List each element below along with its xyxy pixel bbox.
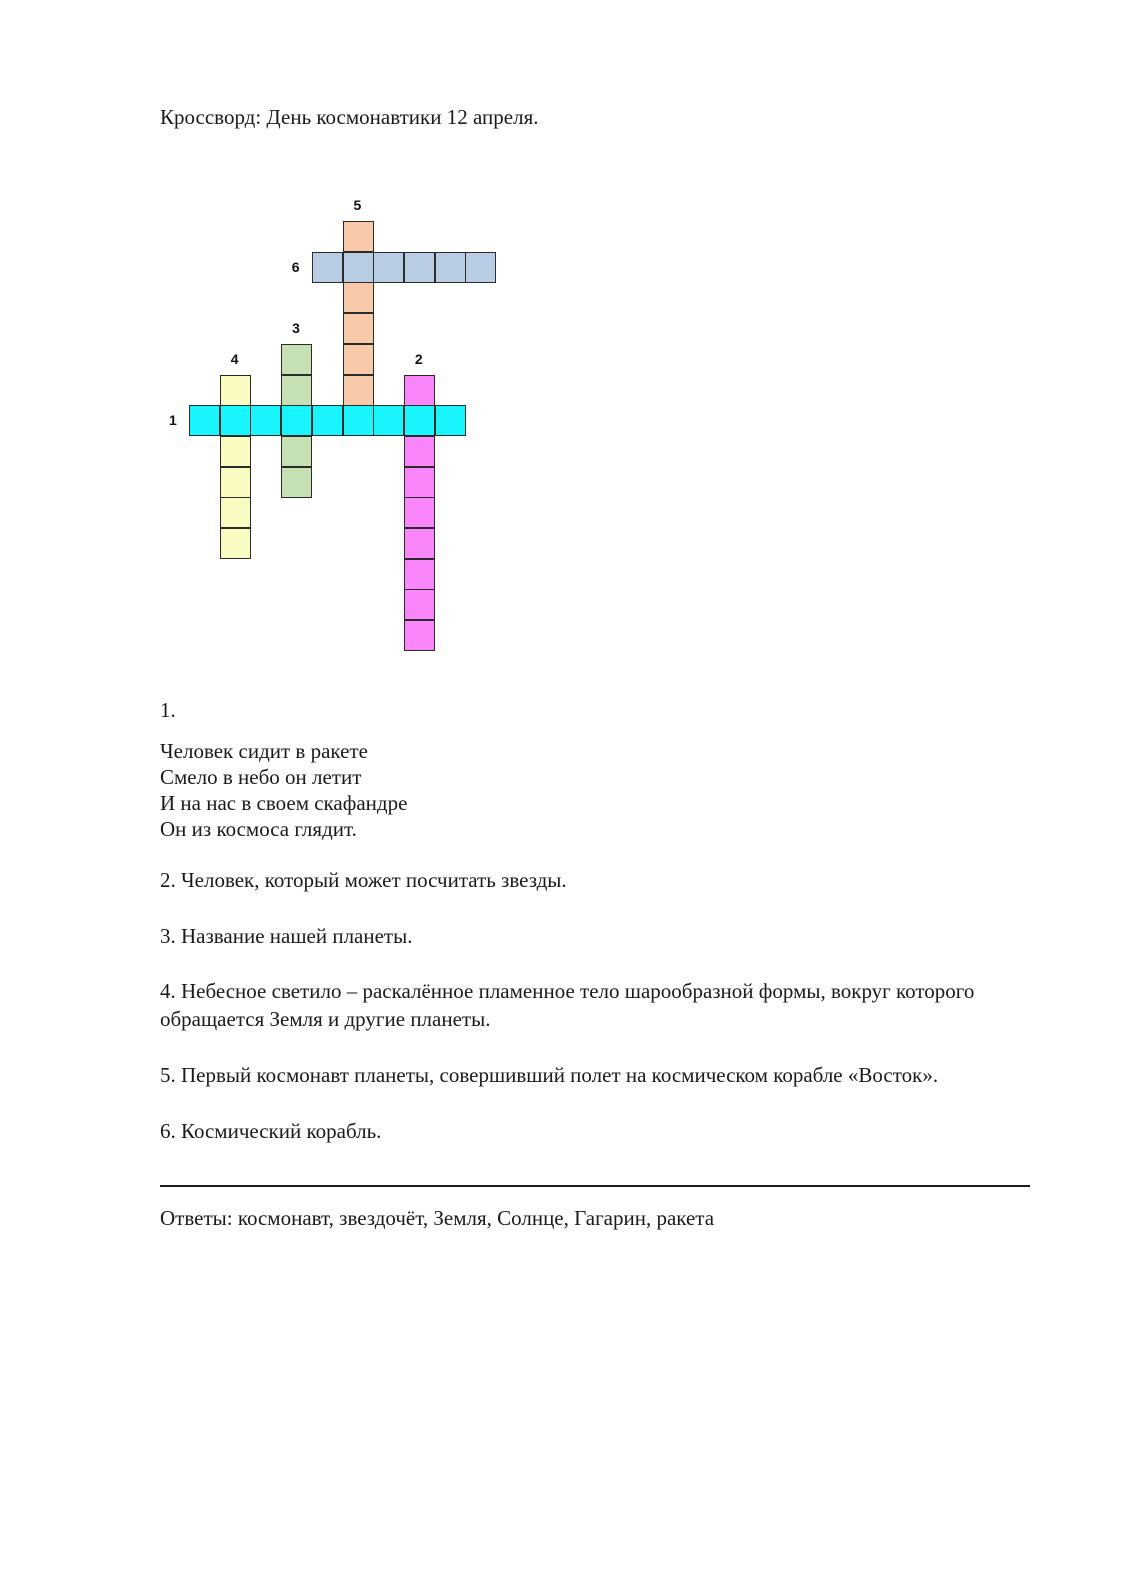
crossword-cell <box>189 405 220 436</box>
crossword-cell <box>435 405 466 436</box>
crossword-cell <box>250 405 281 436</box>
divider-line <box>160 1185 1030 1187</box>
crossword-cell <box>312 405 343 436</box>
clue-number-label: 4 <box>230 350 239 367</box>
clue-number-label: 2 <box>414 350 423 367</box>
crossword-cell <box>343 405 374 436</box>
crossword-cell <box>281 467 312 498</box>
poem-line: Человек сидит в ракете <box>160 739 368 763</box>
clue-number-label: 1 <box>169 412 177 429</box>
crossword-cell <box>343 221 374 252</box>
poem-line: Смело в небо он летит <box>160 765 362 789</box>
crossword-cell <box>404 405 435 436</box>
crossword-cell <box>404 436 435 467</box>
crossword-cell <box>343 252 374 283</box>
crossword-cell <box>373 405 404 436</box>
clue-number-label: 6 <box>291 258 300 275</box>
page-title: Кроссворд: День космонавтики 12 апреля. <box>160 105 539 129</box>
crossword-cell <box>343 344 374 375</box>
crossword-cell <box>404 497 435 528</box>
clue-2: 2. Человек, который может посчитать звезды. <box>160 868 567 892</box>
crossword-cell <box>281 344 312 375</box>
crossword-cell <box>373 252 404 283</box>
crossword-cell <box>404 252 435 283</box>
crossword-cell <box>220 436 251 467</box>
clue-1-number: 1. <box>160 698 176 722</box>
crossword-cell <box>404 528 435 559</box>
crossword-cell <box>404 589 435 620</box>
crossword-cell <box>435 252 466 283</box>
crossword-cell <box>220 467 251 498</box>
answers-line: Ответы: космонавт, звездочёт, Земля, Солнце, Гагарин, ракета <box>160 1206 715 1230</box>
clue-3: 3. Название нашей планеты. <box>160 924 413 948</box>
clue-5: 5. Первый космонавт планеты, совершивший полет на космическом корабле «Восток». <box>160 1063 939 1087</box>
crossword-cell <box>312 252 343 283</box>
crossword-cell <box>220 528 251 559</box>
crossword-cell <box>281 436 312 467</box>
crossword-cell <box>404 620 435 651</box>
poem-line: И на нас в своем скафандре <box>160 791 408 815</box>
crossword-cell <box>220 375 251 406</box>
crossword-cell <box>281 405 312 436</box>
clue-4: 4. Небесное светило – раскалённое пламенное тело шарообразной формы, вокруг которого обращается Земля и другие планеты. <box>160 979 975 1031</box>
crossword-cell <box>404 467 435 498</box>
poem-line: Он из космоса глядит. <box>160 817 357 841</box>
crossword-cell <box>343 375 374 406</box>
crossword-cell <box>343 282 374 313</box>
crossword-grid <box>0 0 1124 700</box>
crossword-cell <box>343 313 374 344</box>
crossword-cell <box>281 375 312 406</box>
crossword-cell <box>220 497 251 528</box>
crossword-cell <box>220 405 251 436</box>
crossword-cell <box>465 252 496 283</box>
clue-1-poem <box>160 738 407 842</box>
clue-6: 6. Космический корабль. <box>160 1119 382 1143</box>
crossword-cell <box>404 375 435 406</box>
crossword-cell <box>404 559 435 590</box>
clue-number-label: 3 <box>292 319 300 336</box>
clue-number-label: 5 <box>353 197 362 213</box>
